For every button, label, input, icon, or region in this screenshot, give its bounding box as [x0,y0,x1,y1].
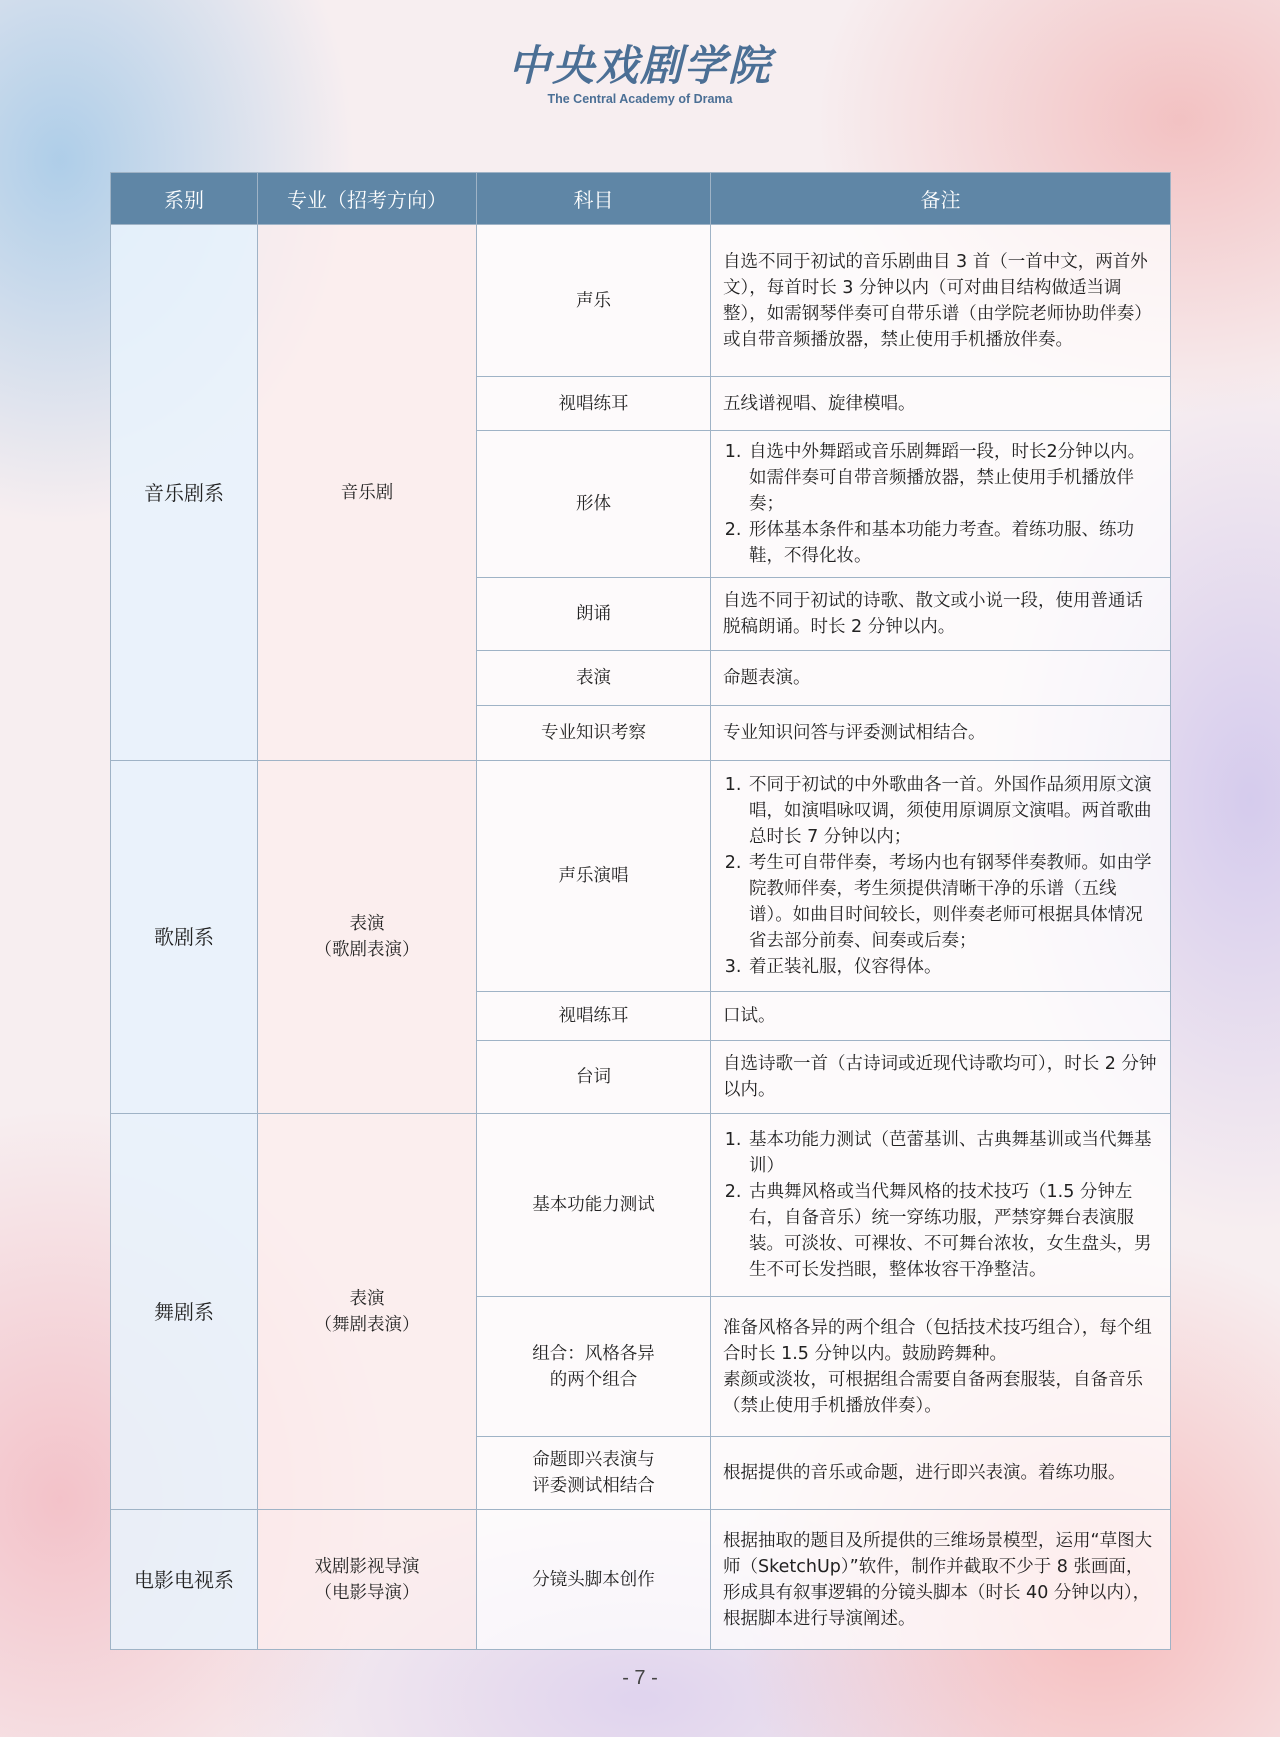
list-item: 1. 基本功能力测试（芭蕾基训、古典舞基训或当代舞基训） [747,1127,1160,1179]
major-line: 表演 [349,1288,385,1309]
major-line: （舞剧表演） [314,1314,420,1335]
numbered-list [723,439,1160,569]
subject-line: 组合：风格各异 [532,1343,655,1364]
major-cell-musical: 音乐剧 [258,225,477,761]
note-cell [711,431,1171,578]
note-cell: 自选诗歌一首（古诗词或近现代诗歌均可），时长 2 分钟以内。 [711,1041,1171,1114]
subject-cell: 专业知识考察 [477,706,711,761]
note-cell: 专业知识问答与评委测试相结合。 [711,706,1171,761]
note-cell: 命题表演。 [711,651,1171,706]
numbered-list [723,772,1160,980]
page-number: - 7 - [622,1667,658,1689]
exam-subjects-table [110,172,1171,1650]
dept-cell-dance: 舞剧系 [111,1114,258,1510]
note-cell: 根据提供的音乐或命题，进行即兴表演。着练功服。 [711,1437,1171,1510]
subject-cell: 朗诵 [477,578,711,651]
subject-line: 的两个组合 [549,1369,638,1390]
subject-cell: 形体 [477,431,711,578]
note-line: 素颜或淡妆，可根据组合需要自备两套服装，自备音乐（禁止使用手机播放伴奏）。 [723,1369,1143,1416]
numbered-list [723,1127,1160,1283]
subject-line: 命题即兴表演与 [532,1450,655,1470]
note-cell [711,1114,1171,1297]
list-item: 3. 着正装礼服，仪容得体。 [747,954,1160,980]
dept-cell-opera: 歌剧系 [111,761,258,1114]
major-cell-dance [258,1114,477,1510]
note-cell: 五线谱视唱、旋律模唱。 [711,377,1171,431]
subject-cell: 基本功能力测试 [477,1114,711,1297]
subject-cell: 视唱练耳 [477,377,711,431]
table-row [111,1510,1171,1650]
subject-cell: 声乐演唱 [477,761,711,992]
academy-logo [0,42,1280,106]
dept-cell-film: 电影电视系 [111,1510,258,1650]
note-cell [711,1297,1171,1437]
table-row [111,225,1171,377]
header-major: 专业（招考方向） [258,173,477,225]
major-line: 表演 [349,914,385,934]
subject-cell: 台词 [477,1041,711,1114]
subject-cell: 表演 [477,651,711,706]
major-cell-film [258,1510,477,1650]
list-item: 2. 考生可自带伴奏，考场内也有钢琴伴奏教师。如由学院教师伴奏，考生须提供清晰干净的乐谱（五线谱）。如曲目时间较长，则伴奏老师可根据具体情况省去部分前奏、间奏或后奏； [747,850,1160,954]
subject-cell [477,1297,711,1437]
note-cell: 自选不同于初试的诗歌、散文或小说一段，使用普通话脱稿朗诵。时长 2 分钟以内。 [711,578,1171,651]
logo-chinese-name: 中央戏剧学院 [507,41,772,90]
note-cell: 口试。 [711,992,1171,1041]
subject-cell: 声乐 [477,225,711,377]
subject-cell: 分镜头脚本创作 [477,1510,711,1650]
subject-cell: 视唱练耳 [477,992,711,1041]
major-line: 戏剧影视导演 [314,1556,420,1577]
list-item: 2. 形体基本条件和基本功能力考查。着练功服、练功鞋，不得化妆。 [747,517,1160,569]
note-line: 准备风格各异的两个组合（包括技术技巧组合），每个组合时长 1.5 分钟以内。鼓励跨舞种。 [723,1317,1152,1364]
table-row [111,761,1171,992]
note-cell: 根据抽取的题目及所提供的三维场景模型，运用“草图大师（SketchUp）”软件，制作并截取不少于 8 张画面，形成具有叙事逻辑的分镜头脚本（时长 40 分钟以内），根据脚本进行导演阐述。 [711,1510,1171,1650]
major-line: （歌剧表演） [314,940,420,960]
subject-cell [477,1437,711,1510]
header-department: 系别 [111,173,258,225]
header-subject: 科目 [477,173,711,225]
logo-english-name: The Central Academy of Drama [547,92,733,106]
note-cell [711,761,1171,992]
header-notes: 备注 [711,173,1171,225]
dept-cell-musical: 音乐剧系 [111,225,258,761]
list-item: 1. 不同于初试的中外歌曲各一首。外国作品须用原文演唱，如演唱咏叹调，须使用原调原文演唱。两首歌曲总时长 7 分钟以内； [747,772,1160,850]
list-item: 1. 自选中外舞蹈或音乐剧舞蹈一段，时长2分钟以内。如需伴奏可自带音频播放器，禁止使用手机播放伴奏； [747,439,1160,517]
list-item: 2. 古典舞风格或当代舞风格的技术技巧（1.5 分钟左右，自备音乐）统一穿练功服，严禁穿舞台表演服装。可淡妆、可裸妆、不可舞台浓妆，女生盘头，男生不可长发挡眼，整体妆容干净整洁。 [747,1179,1160,1283]
note-cell: 自选不同于初试的音乐剧曲目 3 首（一首中文，两首外文），每首时长 3 分钟以内（可对曲目结构做适当调整），如需钢琴伴奏可自带乐谱（由学院老师协助伴奏）或自带音频播放器，禁止使用手机播放伴奏。 [711,225,1171,377]
subject-line: 评委测试相结合 [532,1476,655,1496]
table-row [111,1114,1171,1297]
table-header-row [111,173,1171,225]
major-cell-opera [258,761,477,1114]
major-line: （电影导演） [314,1582,420,1603]
